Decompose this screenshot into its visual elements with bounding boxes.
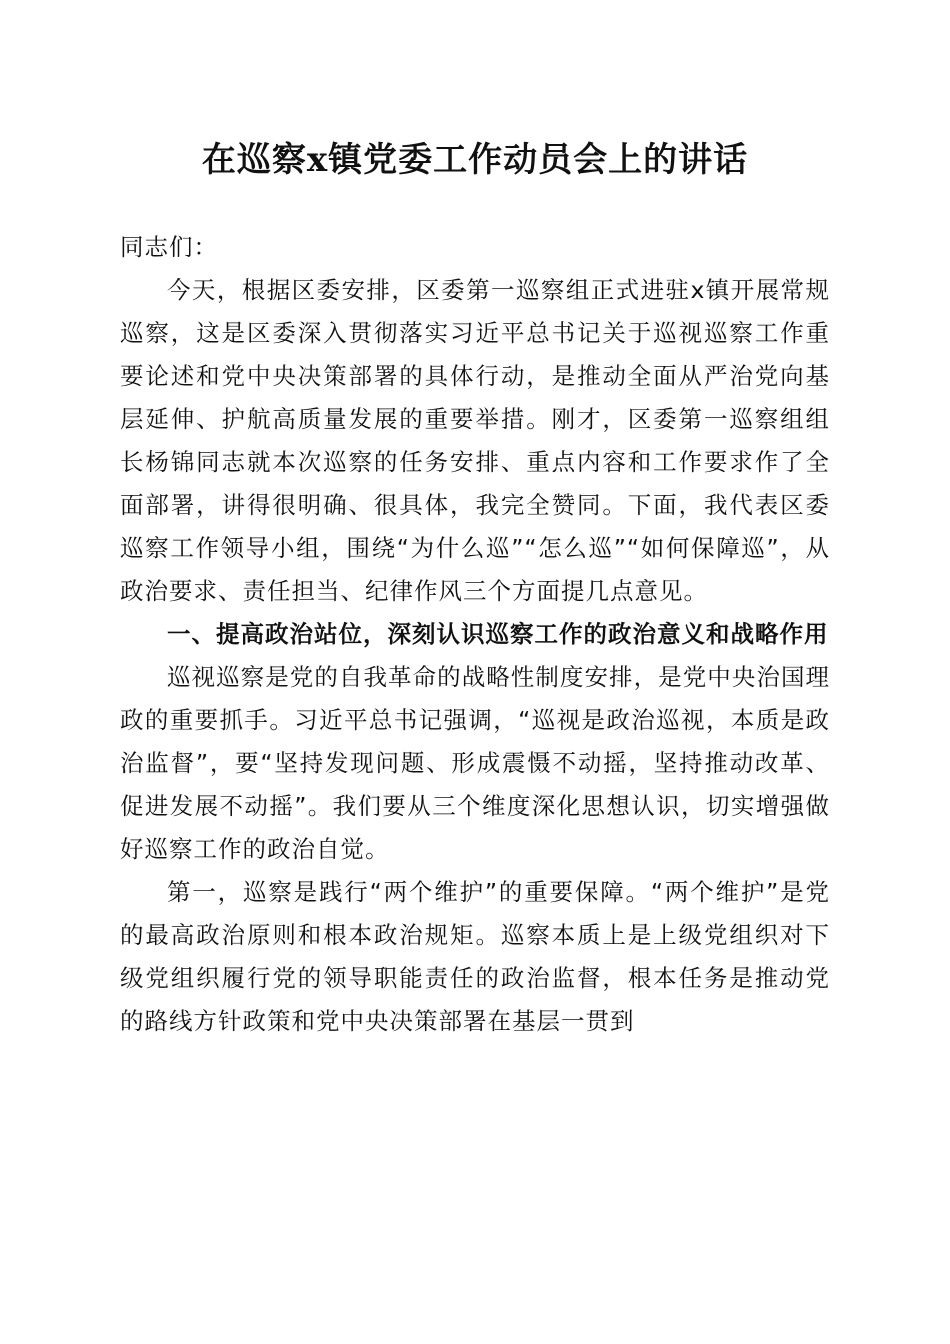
document-title: 在巡察x镇党委工作动员会上的讲话 [201, 140, 749, 180]
section-1-paragraph-2: 第一，巡察是践行“两个维护”的重要保障。“两个维护”是党的最高政治原则和根本政治规矩。巡察本质上是上级党组织对下级党组织履行党的领导职能责任的政治监督，根本任务是推动党的路线方针政策和党中央决策部署在基层一贯到 [120, 878, 830, 1035]
section-1-paragraph-1: 巡视巡察是党的自我革命的战略性制度安排，是党中央治国理政的重要抓手。习近平总书记强调，“巡视是政治巡视，本质是政治监督”，要“坚持发现问题、形成震慑不动摇，坚持推动改革、促进发展不动摇”。我们要从三个维度深化思想认识，切实增强做好巡察工作的政治自觉。 [120, 663, 830, 863]
opening-paragraph: 今天，根据区委安排，区委第一巡察组正式进驻x镇开展常规巡察，这是区委深入贯彻落实习近平总书记关于巡视巡察工作重要论述和党中央决策部署的具体行动，是推动全面从严治党向基层延伸、护航高质量发展的重要举措。刚才，区委第一巡察组组长杨锦同志就本次巡察的任务安排、重点内容和工作要求作了全面部署，讲得很明确、很具体，我完全赞同。下面，我代表区委巡察工作领导小组，围绕“为什么巡”“怎么巡”“如何保障巡”，从政治要求、责任担当、纪律作风三个方面提几点意见。 [120, 276, 830, 605]
salutation: 同志们： [120, 233, 218, 261]
section-heading-1: 一、提高政治站位，深刻认识巡察工作的政治意义和战略作用 [167, 620, 829, 648]
document-body [120, 226, 830, 1043]
